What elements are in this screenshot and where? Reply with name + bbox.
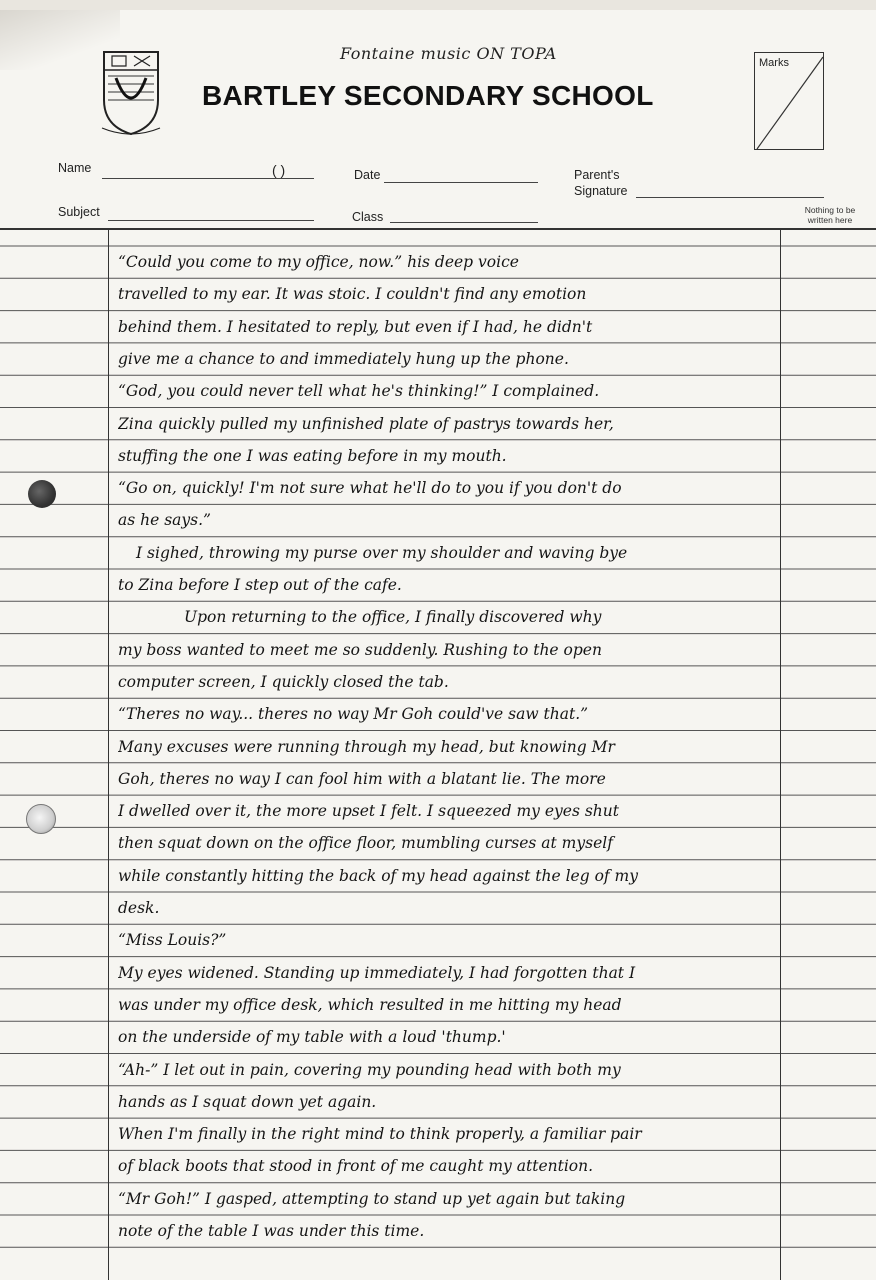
date-field[interactable] <box>384 182 538 183</box>
subject-label: Subject <box>58 205 100 219</box>
register-number-parens: ( ) <box>272 162 286 178</box>
nothing-to-be-written-note: Nothing to be written here <box>804 205 856 225</box>
parents-label: Parent's <box>574 168 620 182</box>
left-margin-line <box>108 228 109 1280</box>
marks-box <box>754 52 824 150</box>
class-field[interactable] <box>390 222 538 223</box>
essay-line: while constantly hitting the back of my head against the leg of my <box>118 866 639 885</box>
parent-signature-field[interactable] <box>636 197 824 198</box>
marks-slash-icon <box>755 53 825 151</box>
right-margin-line <box>780 228 781 1280</box>
essay-line: note of the table I was under this time. <box>118 1222 425 1240</box>
essay-line: stuffing the one I was eating before in my mouth. <box>118 446 507 465</box>
essay-line: Zina quickly pulled my unfinished plate of pastrys towards her, <box>118 414 614 433</box>
essay-line: hands as I squat down yet again. <box>118 1092 377 1111</box>
punch-hole-lower <box>26 804 56 834</box>
essay-line: behind them. I hesitated to reply, but even if I had, he didn't <box>118 317 593 336</box>
essay-line: Upon returning to the office, I finally discovered why <box>184 608 602 627</box>
essay-line: “Miss Louis?” <box>118 931 227 950</box>
essay-line: “Could you come to my office, now.” his deep voice <box>118 253 519 271</box>
essay-line: I dwelled over it, the more upset I felt. I squeezed my eyes shut <box>118 802 619 821</box>
essay-line: to Zina before I step out of the cafe. <box>118 576 402 594</box>
class-label: Class <box>352 210 384 224</box>
signature-label: Signature <box>574 184 628 198</box>
date-label: Date <box>354 168 381 182</box>
essay-line: Goh, theres no way I can fool him with a blatant lie. The more <box>118 769 606 788</box>
school-crest-icon <box>98 48 164 138</box>
essay-line: Many excuses were running through my head, but knowing Mr <box>118 737 615 756</box>
subject-field[interactable] <box>108 220 314 221</box>
essay-line: “Go on, quickly! I'm not sure what he'll do to you if you don't do <box>118 479 622 498</box>
essay-line: When I'm finally in the right mind to think properly, a familiar pair <box>118 1125 642 1144</box>
essay-line: then squat down on the office floor, mumbling curses at myself <box>118 834 613 853</box>
school-name-title: BARTLEY SECONDARY SCHOOL <box>202 80 654 111</box>
punch-hole-upper <box>28 480 56 508</box>
essay-line: my boss wanted to meet me so suddenly. Rushing to the open <box>118 640 602 659</box>
essay-line: “Ah-” I let out in pain, covering my pounding head with both my <box>118 1060 621 1079</box>
essay-line: as he says.” <box>118 511 211 530</box>
essay-line: computer screen, I quickly closed the tab. <box>118 672 449 691</box>
essay-line: of black boots that stood in front of me caught my attention. <box>118 1157 594 1176</box>
essay-line: travelled to my ear. It was stoic. I couldn't find any emotion <box>118 285 587 304</box>
essay-line: “God, you could never tell what he's thinking!” I complained. <box>118 382 600 401</box>
name-field[interactable] <box>102 178 314 179</box>
essay-line: desk. <box>118 899 160 917</box>
essay-line: I sighed, throwing my purse over my shoulder and waving bye <box>136 543 628 562</box>
essay-line: give me a chance to and immediately hung up the phone. <box>118 349 569 368</box>
handwritten-annotation: Fontaine music ON TOPA <box>340 44 557 63</box>
essay-line: “Mr Goh!” I gasped, attempting to stand up yet again but taking <box>118 1189 626 1208</box>
essay-line: My eyes widened. Standing up immediately, I had forgotten that I <box>118 963 636 982</box>
essay-line: on the underside of my table with a loud 'thump.' <box>118 1028 506 1047</box>
marks-label: Marks <box>759 57 789 69</box>
name-label: Name <box>58 161 92 175</box>
essay-line: “Theres no way... theres no way Mr Goh could've saw that.” <box>118 705 589 724</box>
essay-line: was under my office desk, which resulted in me hitting my head <box>118 995 622 1014</box>
